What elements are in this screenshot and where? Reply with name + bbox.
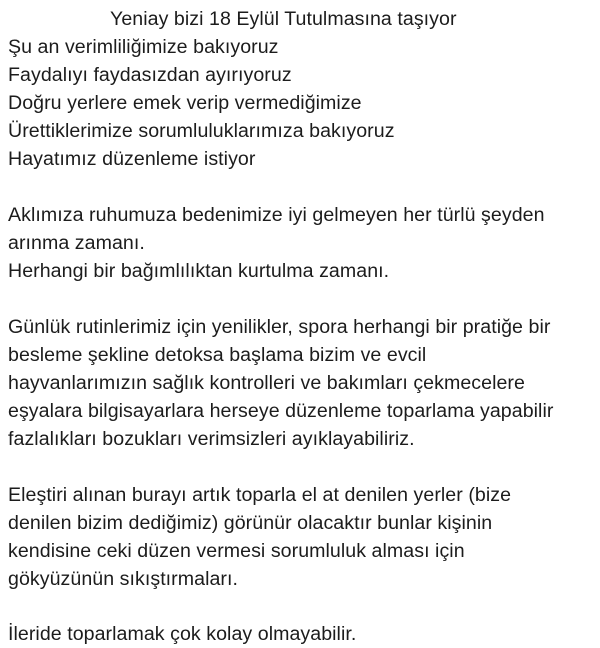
text-line: Ürettiklerimize sorumluluklarımıza bakıyoruz — [8, 120, 395, 142]
text-line: kendisine ceki düzen vermesi sorumluluk alması için — [8, 540, 465, 562]
text-line: denilen bizim dediğimiz) görünür olacaktır bunlar kişinin — [8, 512, 493, 534]
text-line: fazlalıkları bozukları verimsizleri ayıklayabiliriz. — [8, 428, 415, 450]
document-title: Yeniay bizi 18 Eylül Tutulmasına taşıyor — [110, 8, 457, 30]
text-line: arınma zamanı. — [8, 232, 145, 254]
text-line: Günlük rutinlerimiz için yenilikler, spora herhangi bir pratiğe bir — [8, 316, 551, 338]
text-line: Doğru yerlere emek verip vermediğimize — [8, 92, 362, 114]
text-line: eşyalara bilgisayarlara herseye düzenleme toparlama yapabilir — [8, 400, 554, 422]
text-line: gökyüzünün sıkıştırmaları. — [8, 568, 238, 590]
text-line: besleme şekline detoksa başlama bizim ve evcil — [8, 344, 427, 366]
text-line: İleride toparlamak çok kolay olmayabilir. — [8, 623, 357, 645]
text-line: Eleştiri alınan burayı artık toparla el at denilen yerler (bize — [8, 484, 512, 506]
text-line: Aklımıza ruhumuza bedenimize iyi gelmeyen her türlü şeyden — [8, 204, 545, 226]
text-line: Şu an verimliliğimize bakıyoruz — [8, 36, 279, 58]
text-line: Herhangi bir bağımlılıktan kurtulma zamanı. — [8, 260, 390, 282]
text-line: Faydalıyı faydasızdan ayırıyoruz — [8, 64, 292, 86]
text-line: hayvanlarımızın sağlık kontrolleri ve bakımları çekmecelere — [8, 372, 525, 394]
text-line: Hayatımız düzenleme istiyor — [8, 148, 256, 170]
